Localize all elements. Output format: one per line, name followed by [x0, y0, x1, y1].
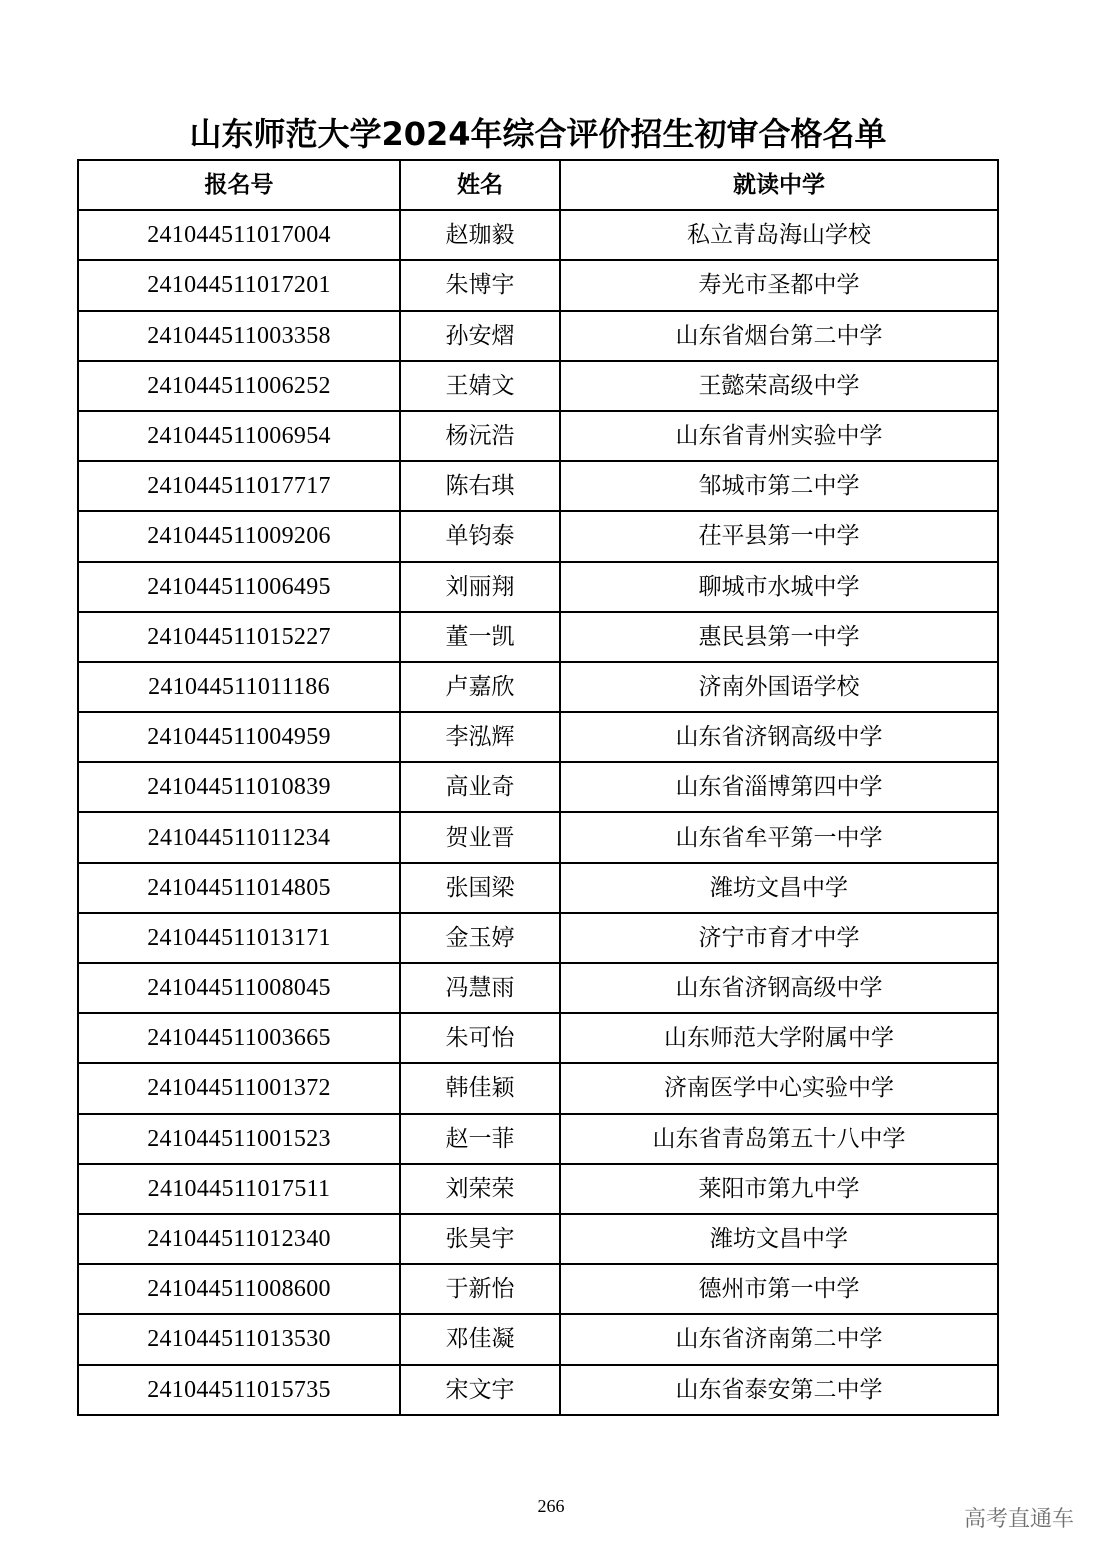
registration-number-cell: 241044511011234 — [78, 812, 400, 862]
registration-number-cell: 241044511014805 — [78, 863, 400, 913]
table-row — [78, 260, 998, 310]
school-name-cell: 德州市第一中学 — [560, 1264, 998, 1314]
registration-number-cell: 241044511010839 — [78, 762, 400, 812]
table-row — [78, 1314, 998, 1364]
school-name-cell: 惠民县第一中学 — [560, 612, 998, 662]
table-row — [78, 1214, 998, 1264]
table-body — [78, 210, 998, 1415]
table-row — [78, 1164, 998, 1214]
registration-number-cell: 241044511006252 — [78, 361, 400, 411]
table-row — [78, 662, 998, 712]
table-row — [78, 1264, 998, 1314]
student-name-cell: 朱博宇 — [400, 260, 560, 310]
registration-number-cell: 241044511003665 — [78, 1013, 400, 1063]
table-row — [78, 1365, 998, 1415]
school-name-cell: 私立青岛海山学校 — [560, 210, 998, 260]
table-row — [78, 913, 998, 963]
column-header-name: 姓名 — [400, 160, 560, 210]
registration-number-cell: 241044511015735 — [78, 1365, 400, 1415]
student-name-cell: 孙安熠 — [400, 311, 560, 361]
table-row — [78, 1063, 998, 1113]
registration-number-cell: 241044511013171 — [78, 913, 400, 963]
school-name-cell: 聊城市水城中学 — [560, 562, 998, 612]
student-name-cell: 杨沅浩 — [400, 411, 560, 461]
school-name-cell: 山东省济南第二中学 — [560, 1314, 998, 1364]
registration-number-cell: 241044511006954 — [78, 411, 400, 461]
student-name-cell: 赵一菲 — [400, 1114, 560, 1164]
registration-number-cell: 241044511004959 — [78, 712, 400, 762]
registration-number-cell: 241044511013530 — [78, 1314, 400, 1364]
table-row — [78, 562, 998, 612]
school-name-cell: 潍坊文昌中学 — [560, 863, 998, 913]
student-name-cell: 张昊宇 — [400, 1214, 560, 1264]
student-name-cell: 张国梁 — [400, 863, 560, 913]
table-row — [78, 1114, 998, 1164]
student-name-cell: 董一凯 — [400, 612, 560, 662]
admission-list-table — [77, 159, 999, 1416]
school-name-cell: 山东省济钢高级中学 — [560, 963, 998, 1013]
table-row — [78, 461, 998, 511]
school-name-cell: 寿光市圣都中学 — [560, 260, 998, 310]
registration-number-cell: 241044511011186 — [78, 662, 400, 712]
school-name-cell: 山东省烟台第二中学 — [560, 311, 998, 361]
school-name-cell: 山东省济钢高级中学 — [560, 712, 998, 762]
school-name-cell: 济宁市育才中学 — [560, 913, 998, 963]
school-name-cell: 山东省泰安第二中学 — [560, 1365, 998, 1415]
school-name-cell: 济南外国语学校 — [560, 662, 998, 712]
table-row — [78, 411, 998, 461]
student-name-cell: 朱可怡 — [400, 1013, 560, 1063]
student-name-cell: 单钧泰 — [400, 511, 560, 561]
student-name-cell: 于新怡 — [400, 1264, 560, 1314]
school-name-cell: 山东省淄博第四中学 — [560, 762, 998, 812]
student-name-cell: 邓佳凝 — [400, 1314, 560, 1364]
registration-number-cell: 241044511003358 — [78, 311, 400, 361]
school-name-cell: 山东省青州实验中学 — [560, 411, 998, 461]
watermark-logo-text: 高考直通车 — [963, 1507, 1074, 1532]
student-name-cell: 金玉婷 — [400, 913, 560, 963]
table-header-row — [78, 160, 998, 210]
registration-number-cell: 241044511017717 — [78, 461, 400, 511]
registration-number-cell: 241044511009206 — [78, 511, 400, 561]
table-row — [78, 812, 998, 862]
registration-number-cell: 241044511001372 — [78, 1063, 400, 1113]
table-row — [78, 311, 998, 361]
table-row — [78, 612, 998, 662]
school-name-cell: 山东省青岛第五十八中学 — [560, 1114, 998, 1164]
student-name-cell: 宋文宇 — [400, 1365, 560, 1415]
registration-number-cell: 241044511017511 — [78, 1164, 400, 1214]
student-name-cell: 陈右琪 — [400, 461, 560, 511]
school-name-cell: 山东省牟平第一中学 — [560, 812, 998, 862]
student-name-cell: 刘丽翔 — [400, 562, 560, 612]
school-name-cell: 潍坊文昌中学 — [560, 1214, 998, 1264]
table-row — [78, 1013, 998, 1063]
page-title: 山东师范大学2024年综合评价招生初审合格名单 — [189, 115, 887, 153]
registration-number-cell: 241044511017004 — [78, 210, 400, 260]
registration-number-cell: 241044511017201 — [78, 260, 400, 310]
school-name-cell: 山东师范大学附属中学 — [560, 1013, 998, 1063]
student-name-cell: 王婧文 — [400, 361, 560, 411]
student-name-cell: 贺业晋 — [400, 812, 560, 862]
student-name-cell: 韩佳颖 — [400, 1063, 560, 1113]
school-name-cell: 济南医学中心实验中学 — [560, 1063, 998, 1113]
registration-number-cell: 241044511015227 — [78, 612, 400, 662]
student-name-cell: 赵珈毅 — [400, 210, 560, 260]
school-name-cell: 茌平县第一中学 — [560, 511, 998, 561]
student-name-cell: 高业奇 — [400, 762, 560, 812]
column-header-registration-number: 报名号 — [78, 160, 400, 210]
school-name-cell: 邹城市第二中学 — [560, 461, 998, 511]
page-number: 266 — [537, 1496, 565, 1516]
table-row — [78, 863, 998, 913]
school-name-cell: 王懿荣高级中学 — [560, 361, 998, 411]
registration-number-cell: 241044511008045 — [78, 963, 400, 1013]
table-row — [78, 712, 998, 762]
table-header — [78, 160, 998, 210]
table-row — [78, 210, 998, 260]
table-row — [78, 762, 998, 812]
registration-number-cell: 241044511001523 — [78, 1114, 400, 1164]
column-header-school: 就读中学 — [560, 160, 998, 210]
registration-number-cell: 241044511006495 — [78, 562, 400, 612]
table-row — [78, 963, 998, 1013]
table-row — [78, 361, 998, 411]
registration-number-cell: 241044511008600 — [78, 1264, 400, 1314]
registration-number-cell: 241044511012340 — [78, 1214, 400, 1264]
student-name-cell: 冯慧雨 — [400, 963, 560, 1013]
student-name-cell: 刘荣荣 — [400, 1164, 560, 1214]
table-row — [78, 511, 998, 561]
school-name-cell: 莱阳市第九中学 — [560, 1164, 998, 1214]
student-name-cell: 李泓辉 — [400, 712, 560, 762]
student-name-cell: 卢嘉欣 — [400, 662, 560, 712]
